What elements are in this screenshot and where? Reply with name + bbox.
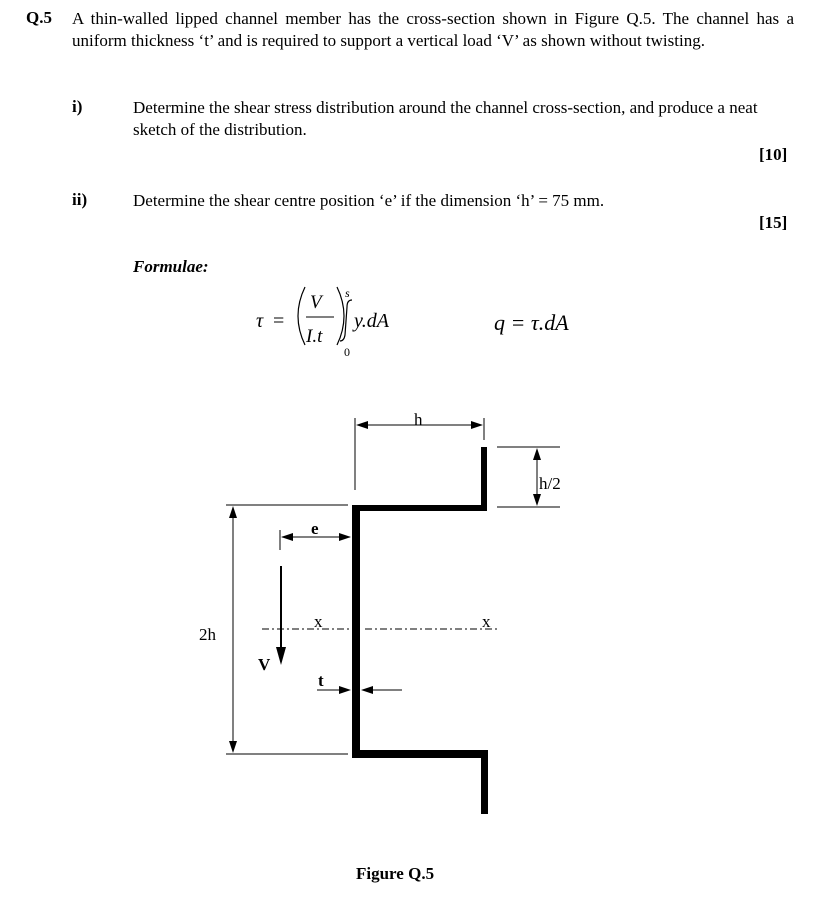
- x-label-right: x: [482, 612, 491, 631]
- h-half-label: h/2: [539, 474, 561, 493]
- question-number: Q.5: [26, 8, 52, 27]
- top-lip: [481, 447, 487, 510]
- top-flange: [352, 505, 487, 511]
- x-label-left: x: [314, 612, 323, 631]
- integral-upper-limit: s: [345, 286, 350, 300]
- figure-caption: Figure Q.5: [356, 864, 435, 883]
- part-ii-label: ii): [72, 190, 88, 209]
- shear-stress-formula: [256, 286, 390, 359]
- h-arrow-right: [471, 421, 483, 429]
- web: [352, 505, 360, 758]
- two-h-label: 2h: [199, 625, 216, 644]
- v-arrow-head: [276, 647, 286, 665]
- two-h-arrow-top: [229, 506, 237, 518]
- bottom-flange: [352, 750, 488, 758]
- tau-symbol: τ: [256, 310, 264, 332]
- shear-flow-formula: q = τ.dA: [494, 310, 569, 335]
- load-v: [258, 566, 286, 674]
- fraction-numerator: V: [310, 292, 322, 313]
- part-ii-marks: [15]: [759, 213, 788, 232]
- e-arrow-left: [281, 533, 293, 541]
- integral-sign: [340, 300, 352, 341]
- part-i-text: Determine the shear stress distribution around the channel cross-section, and produce a neat sketch of the distribution.: [133, 98, 758, 139]
- e-label: e: [311, 519, 319, 538]
- e-arrow-right: [339, 533, 351, 541]
- fraction-denominator: I.t: [306, 326, 323, 347]
- dimension-h: [355, 410, 484, 490]
- h-half-arrow-top: [533, 448, 541, 460]
- formulae-heading: Formulae:: [133, 257, 209, 276]
- t-arrow-right: [361, 686, 373, 694]
- t-arrow-left: [339, 686, 351, 694]
- two-h-arrow-bottom: [229, 741, 237, 753]
- h-arrow-left: [356, 421, 368, 429]
- x-axis: [262, 612, 497, 631]
- question-intro: A thin-walled lipped channel member has the cross-section shown in Figure Q.5. The channel has a uniform thickness ‘t’ and is required to support a vertical load ‘V’ as shown without twisting.: [72, 9, 794, 50]
- dimension-h-half: [497, 447, 561, 507]
- part-i-label: i): [72, 97, 83, 116]
- h-label: h: [414, 410, 423, 429]
- left-paren: [298, 287, 305, 345]
- dimension-e: [280, 519, 351, 550]
- right-paren: [337, 287, 344, 345]
- integrand: y.dA: [354, 310, 389, 332]
- v-label: V: [258, 655, 271, 674]
- formula-equals: =: [273, 310, 285, 332]
- integral-lower-limit: 0: [344, 345, 350, 359]
- part-ii-text: Determine the shear centre position ‘e’ if the dimension ‘h’ = 75 mm.: [133, 191, 605, 210]
- h-half-arrow-bottom: [533, 494, 541, 506]
- part-i-marks: [10]: [759, 145, 788, 164]
- bottom-lip: [481, 750, 488, 814]
- t-label: t: [318, 671, 324, 690]
